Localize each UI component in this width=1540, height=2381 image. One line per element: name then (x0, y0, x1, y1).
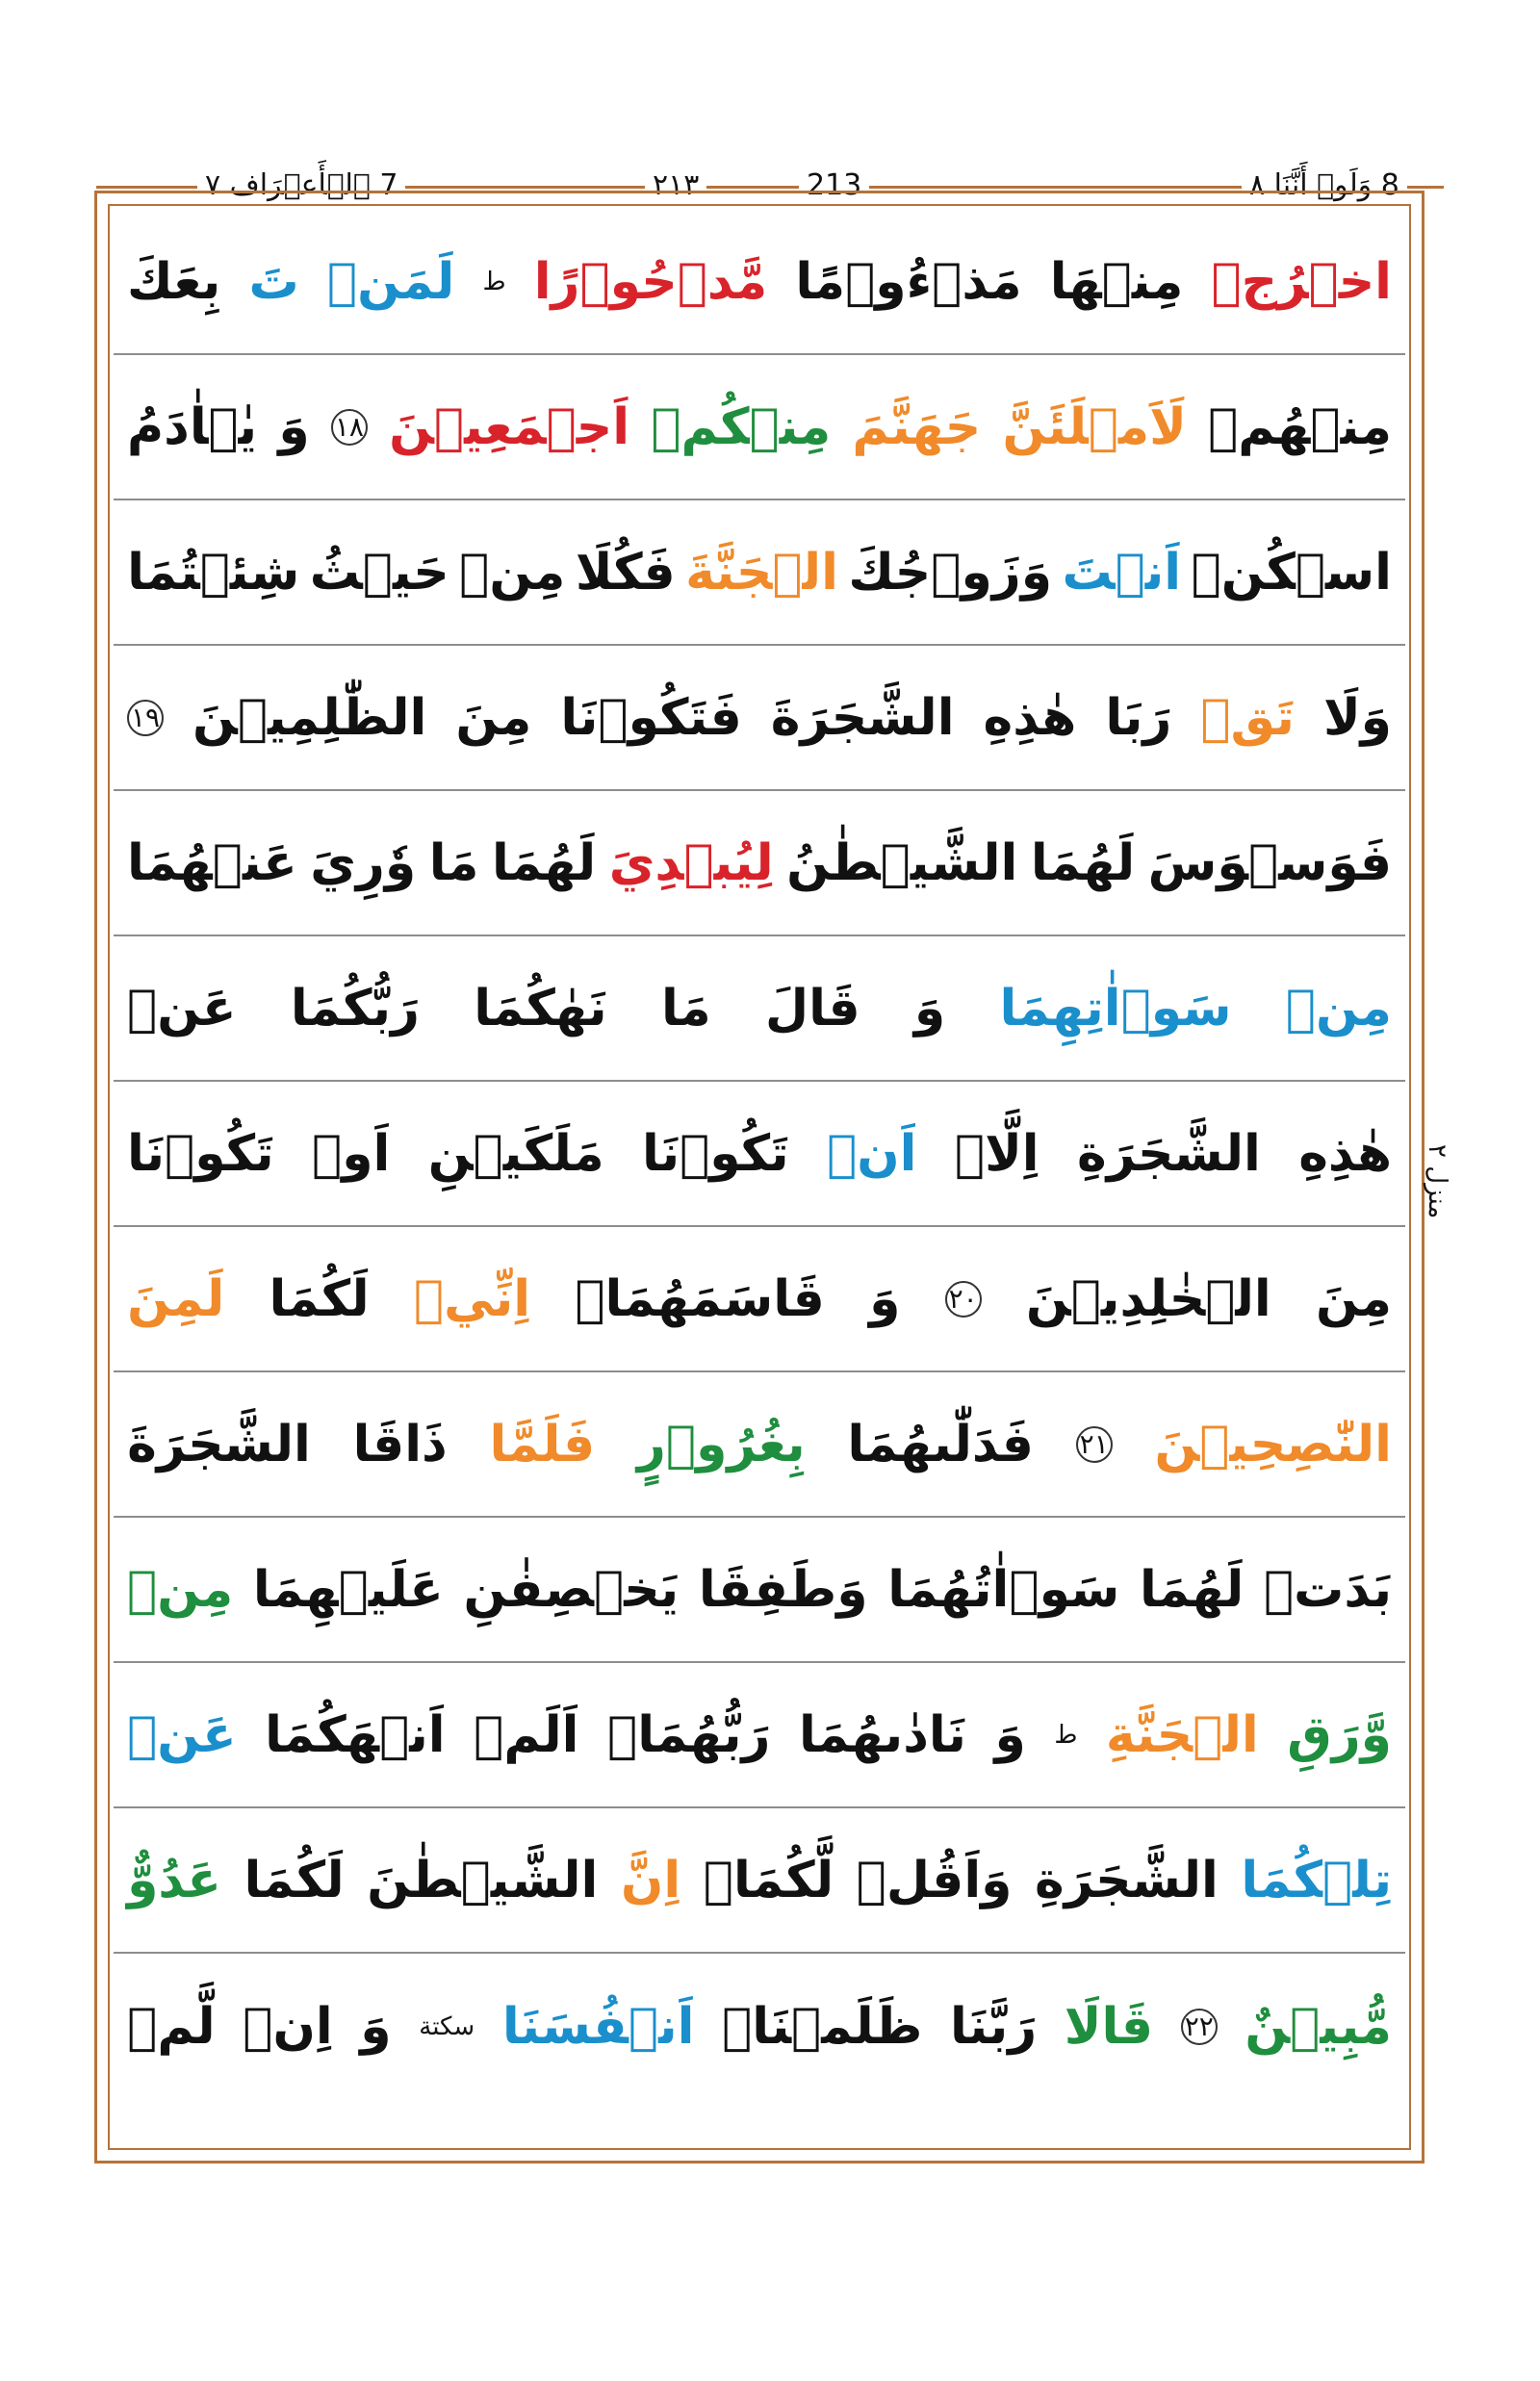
verse-word: اِنِّيۡ (413, 1269, 531, 1328)
verse-word: النّٰصِحِيۡنَ (1154, 1415, 1392, 1473)
verse-word: وٗرِيَ (310, 833, 417, 892)
verse-word: نَهٰكُمَا (474, 979, 607, 1037)
verse-word: رَبَّنَا (949, 1997, 1038, 2056)
verse-word: لَهُمَا (1140, 1560, 1245, 1619)
verse-word: مَلَكَيۡنِ (427, 1124, 604, 1183)
verse-word: لِيُبۡدِيَ (608, 833, 774, 892)
verse-word: اِلَّاۤ (954, 1124, 1040, 1183)
verse-word: مُّبِيۡنٌ (1245, 1997, 1392, 2056)
verse-line (114, 646, 1405, 791)
verse-word: وَطَفِقَا (698, 1560, 868, 1619)
verse-word: الۡجَنَّةِ (1105, 1705, 1259, 1764)
verse-word: مَا (660, 979, 711, 1037)
verse-line (114, 1808, 1405, 1954)
verse-word: قَالَ (764, 979, 860, 1037)
verse-word: وَ (913, 979, 946, 1037)
verse-word: يٰۤاٰدَمُ (127, 397, 258, 456)
verse-word: اَوۡ (312, 1124, 391, 1183)
verse-line (114, 1227, 1405, 1372)
verse-line (114, 1372, 1405, 1518)
verse-word: مَّدۡحُوۡرًا (533, 252, 768, 311)
verse-word: شِئۡتُمَا (127, 543, 300, 602)
verse-line (114, 791, 1405, 936)
pause-sign: سكتة (419, 2011, 475, 2041)
verse-word: لَكُمَا (269, 1269, 370, 1328)
verse-word: تِلۡكُمَا (1241, 1851, 1392, 1909)
verse-word: مِنۡ (1285, 979, 1392, 1037)
ayah-number-marker: ٢٠ (945, 1281, 982, 1318)
pause-sign: ط (482, 267, 506, 296)
verse-word: لَاَمۡلَئَنَّ (1002, 397, 1187, 456)
verse-word: مَا (428, 833, 479, 892)
verse-word: يَخۡصِفٰنِ (463, 1560, 680, 1619)
verse-word: رَبَا (1105, 688, 1172, 747)
verse-word: اسۡكُنۡ (1191, 543, 1392, 602)
verse-word: وَ (869, 1269, 901, 1328)
verse-word: سَوۡاٰتِهِمَا (999, 979, 1232, 1037)
verse-word: لَمَنۡ (326, 252, 455, 311)
verse-word: رَبُّهُمَاۤ (607, 1705, 771, 1764)
verse-word: فَكُلَا (575, 543, 676, 602)
verse-word: فَلَمَّا (489, 1415, 596, 1473)
verse-word: وَ (278, 397, 310, 456)
pause-sign: ط (1054, 1720, 1078, 1750)
verse-word: الۡجَنَّةَ (685, 543, 838, 602)
verse-word: لَّكُمَاۤ (703, 1851, 834, 1909)
ayah-number-marker: ١٩ (127, 700, 164, 736)
verse-lines (114, 210, 1405, 2099)
verse-word: وَ (994, 1705, 1026, 1764)
verse-word: اَنۡتَ (1062, 543, 1182, 602)
verse-word: اَلَمۡ (474, 1705, 579, 1764)
verse-word: نَادٰىهُمَا (798, 1705, 966, 1764)
verse-word: مِنۡ (459, 543, 566, 602)
verse-word: اَجۡمَعِيۡنَ (389, 397, 630, 456)
verse-word: مِنۡهُمۡ (1208, 397, 1392, 456)
verse-word: وَّرَقِ (1287, 1705, 1392, 1764)
verse-line (114, 936, 1405, 1082)
verse-word: لَكُمَا (244, 1851, 345, 1909)
verse-word: اِنَّ (620, 1851, 681, 1909)
verse-word: لَمِنَ (127, 1269, 225, 1328)
verse-word: رَبُّكُمَا (290, 979, 420, 1037)
verse-word: عَنۡ (127, 979, 237, 1037)
verse-word: عَنۡهُمَا (127, 833, 297, 892)
verse-word: اَنۡ (827, 1124, 917, 1183)
verse-word: وَلَا (1322, 688, 1392, 747)
verse-word: فَدَلّٰىهُمَا (847, 1415, 1034, 1473)
verse-word: اِنۡ (243, 1997, 333, 2056)
verse-line (114, 1663, 1405, 1808)
verse-word: الۡخٰلِدِيۡنَ (1025, 1269, 1271, 1328)
header-surah-name: 7 ٱلۡأَعۡرَاف ٧ (197, 162, 405, 210)
verse-word: الظّٰلِمِيۡنَ (192, 688, 427, 747)
verse-line (114, 1518, 1405, 1663)
header-page-number: 213 (799, 162, 869, 210)
verse-word: مِنۡكُمۡ (651, 397, 832, 456)
verse-word: اَنۡهَكُمَا (265, 1705, 446, 1764)
verse-line (114, 210, 1405, 355)
verse-word: مَذۡءُوۡمًا (795, 252, 1022, 311)
verse-word: بَدَتۡ (1263, 1560, 1392, 1619)
verse-word: هٰذِهِ (983, 688, 1077, 747)
verse-word: وَزَوۡجُكَ (848, 543, 1053, 602)
verse-word: مِنَ (1316, 1269, 1392, 1328)
verse-word: وَ (360, 1997, 392, 2056)
verse-word: قَاسَمَهُمَاۤ (575, 1269, 825, 1328)
verse-word: هٰذِهِ (1298, 1124, 1392, 1183)
verse-word: الشَّجَرَةِ (1035, 1851, 1219, 1909)
header-juz-name: 8 وَلَوۡ أَنَّنَا ٨ (1242, 162, 1407, 210)
verse-word: عَدُوٌّ (127, 1851, 221, 1909)
verse-word: عَلَيۡهِمَا (252, 1560, 444, 1619)
ayah-number-marker: ٢١ (1076, 1426, 1113, 1463)
verse-word: تَكُوۡنَا (127, 1124, 274, 1183)
verse-word: اخۡرُجۡ (1211, 252, 1392, 311)
verse-word: جَهَنَّمَ (852, 397, 982, 456)
verse-line (114, 1954, 1405, 2099)
ayah-number-marker: ١٨ (331, 409, 368, 446)
verse-word: ذَاقَا (352, 1415, 448, 1473)
verse-line (114, 355, 1405, 500)
verse-word: مِنۡ (127, 1560, 234, 1619)
verse-line (114, 1082, 1405, 1227)
verse-word: لَّمۡ (127, 1997, 216, 2056)
verse-word: الشَّجَرَةَ (770, 688, 955, 747)
verse-word: سَوۡاٰتُهُمَا (887, 1560, 1120, 1619)
verse-word: فَوَسۡوَسَ (1147, 833, 1392, 892)
verse-word: حَيۡثُ (309, 543, 449, 602)
verse-word: لَهُمَا (491, 833, 597, 892)
ayah-number-marker: ٢٢ (1181, 2009, 1218, 2045)
verse-word: اَنۡفُسَنَا (501, 1997, 695, 2056)
header-page-number-arabic: ٢١٣ (645, 162, 706, 210)
verse-word: مِنَ (455, 688, 532, 747)
verse-word: الشَّجَرَةِ (1077, 1124, 1261, 1183)
verse-word: فَتَكُوۡنَا (560, 688, 742, 747)
verse-word: تَقۡ (1200, 688, 1295, 747)
verse-word: بِعَكَ (127, 252, 221, 311)
verse-word: ظَلَمۡنَاۤ (722, 1997, 923, 2056)
verse-word: الشَّيۡطٰنُ (786, 833, 1018, 892)
verse-word: تَكُوۡنَا (642, 1124, 789, 1183)
verse-word: مِنۡهَا (1049, 252, 1184, 311)
verse-word: تَ (248, 252, 299, 311)
verse-word: عَنۡ (127, 1705, 237, 1764)
verse-word: وَاَقُلۡ (856, 1851, 1013, 1909)
verse-word: لَهُمَا (1030, 833, 1136, 892)
verse-line (114, 500, 1405, 646)
verse-word: بِغُرُوۡرٍ (636, 1415, 806, 1473)
manzil-label: منزل ٢ (1423, 1144, 1451, 1219)
verse-word: الشَّيۡطٰنَ (367, 1851, 599, 1909)
verse-word: قَالَا (1064, 1997, 1154, 2056)
verse-word: الشَّجَرَةَ (127, 1415, 311, 1473)
